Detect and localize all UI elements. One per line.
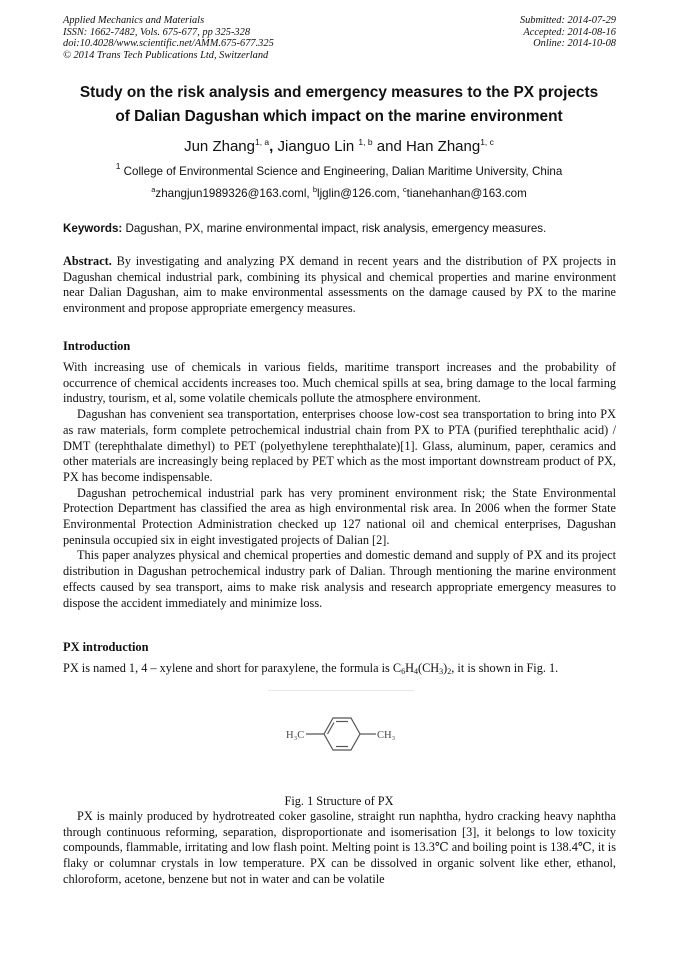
formula-sub-4: 2 bbox=[447, 667, 452, 676]
figure-border bbox=[268, 690, 414, 691]
abstract bbox=[63, 254, 616, 317]
author-3: and Han Zhang bbox=[376, 138, 481, 155]
submission-dates bbox=[520, 15, 616, 50]
journal-name: Applied Mechanics and Materials bbox=[63, 15, 205, 26]
email-b: ljglin@126.com, bbox=[317, 187, 403, 200]
online-date: Online: 2014-10-08 bbox=[533, 38, 616, 49]
keywords-text: Dagushan, PX, marine environmental impact, risk analysis, emergency measures. bbox=[122, 222, 547, 235]
figure-caption: Fig. 1 Structure of PX bbox=[284, 794, 394, 808]
author-3-affil: 1, c bbox=[480, 137, 494, 147]
title-line-1: Study on the risk analysis and emergency measures to the PX projects bbox=[79, 84, 599, 101]
journal-copyright: © 2014 Trans Tech Publications Ltd, Switzerland bbox=[63, 49, 269, 61]
formula-close: ) bbox=[443, 661, 448, 675]
formula-sub-3: 3 bbox=[439, 667, 444, 676]
intro-paragraph-3: Dagushan petrochemical industrial park has very prominent environment risk; the State Environmental Protection Department has classified the area as high environmental risk area. In 2006 when the former State Environmental Protection Administration checked up 127 national oil and chemical enterprises, Dagushan peninsula occupied six in eight investigated projects of Dalian [2]. bbox=[63, 485, 616, 547]
formula-h: H bbox=[405, 661, 414, 675]
affiliation-number: 1 bbox=[115, 161, 121, 171]
formula-sub-1: 6 bbox=[401, 667, 406, 676]
benzene-ring bbox=[324, 718, 360, 750]
px-structure-figure bbox=[268, 690, 414, 782]
px-formula-sentence bbox=[63, 661, 616, 677]
author-emails bbox=[40, 186, 638, 201]
introduction-body bbox=[63, 360, 616, 611]
affiliation bbox=[40, 161, 638, 179]
formula-sub-2: 4 bbox=[413, 667, 418, 676]
email-a: zhangjun1989326@163.coml, bbox=[155, 187, 313, 200]
affiliation-text: College of Environmental Science and Engineering, Dalian Maritime University, China bbox=[123, 165, 563, 178]
intro-paragraph-2: Dagushan has convenient sea transportation, enterprises choose low-cost sea transportation to bring into PX as raw materials, form complete petrochemical industrial chain from PX to PTA (purified terephthalic acid) / DMT (terephthalate dimethyl) to PET (polyethylene terephthalate)[1]. Glass, aluminum, paper, ceramics and other materials are increasingly being replaced by PET which as the most important downstream product of PX, PX has become indispensable. bbox=[63, 407, 616, 484]
author-1: Jun Zhang bbox=[184, 138, 255, 155]
px-paragraph-2 bbox=[63, 809, 616, 888]
abstract-text: By investigating and analyzing PX demand in recent years and the distribution of PX projects in Dagushan chemical industrial park, combining its physical and chemical properties and marine environment near Dalian Dagushan, aim to make environmental assessments on the damage caused by PX to the marine environment and propose appropriate emergency measures. bbox=[63, 254, 616, 316]
px-sentence-end: , it is shown in Fig. 1. bbox=[451, 661, 559, 675]
px-properties-paragraph: PX is mainly produced by hydrotreated coker gasoline, straight run naphtha, hydro cracking heavy naphtha through continuous reforming, separation, disproportionate and isomerisation [3], it belongs to low toxicity compounds, flammable, irritating and low flash point. Melting point is 13.3℃ and boiling point is 138.4℃, it is flaky or columnar crystals in low temperature. PX can be dissolved in organic solvent like ether, ethanol, chloroform, acetone, benzene but not in water and can be volatile bbox=[63, 809, 616, 886]
abstract-label: Abstract. bbox=[63, 254, 112, 268]
keywords-label: Keywords: bbox=[63, 222, 123, 235]
accepted-date: Accepted: 2014-08-16 bbox=[523, 26, 616, 38]
author-list: Jun Zhang$^{1, a}$, Jianguo Lin $^{1, b}$ and Han Zhang$^{1, c}$ bbox=[184, 137, 494, 155]
email-a-marker: a bbox=[151, 185, 156, 194]
intro-paragraph-1: With increasing use of chemicals in various fields, maritime transport increases and the probability of occurrence of chemical accidents increases too. Much chemical spills at sea, bring damage to the local farming industry, tourism, et al, some volatile chemicals pollute the atmosphere environment. bbox=[63, 360, 616, 406]
author-2-affil: 1, b bbox=[358, 137, 373, 147]
paper-title bbox=[40, 81, 638, 129]
journal-doi: doi:10.4028/www.scientific.net/AMM.675-677.325 bbox=[63, 38, 274, 49]
double-bond-left bbox=[328, 723, 335, 735]
px-sentence-start: PX is named 1, 4 – xylene and short for paraxylene, the formula is C bbox=[63, 661, 402, 675]
email-c: tianehanhan@163.com bbox=[406, 187, 527, 200]
title-line-2: of Dalian Dagushan which impact on the marine environment bbox=[115, 108, 563, 125]
intro-paragraph-4: This paper analyzes physical and chemical properties and domestic demand and supply of PX and its project distribution in Dagushan petrochemical industry park of Dalian. Through mentioning the marine environment effects caused by sea transport, aims to make risk analysis and research appropriate emergency measures to dispose the accident immediately and minimize loss. bbox=[63, 548, 616, 610]
px-structure-diagram bbox=[268, 690, 414, 782]
email-c-marker: c bbox=[402, 185, 407, 194]
methyl-left-label: H₃C bbox=[286, 730, 305, 741]
formula-ch: (CH bbox=[417, 661, 440, 675]
section-heading-introduction: Introduction bbox=[63, 339, 131, 353]
methyl-right-label: CH₃ bbox=[377, 730, 396, 741]
email-b-marker: b bbox=[312, 185, 318, 194]
author-2: Jianguo Lin bbox=[277, 138, 359, 155]
section-heading-px-introduction: PX introduction bbox=[63, 640, 149, 654]
journal-issn: ISSN: 1662-7482, Vols. 675-677, pp 325-328 bbox=[63, 26, 251, 38]
keywords bbox=[63, 221, 616, 236]
journal-info bbox=[63, 15, 274, 61]
submitted-date: Submitted: 2014-07-29 bbox=[519, 15, 616, 26]
author-1-affil: 1, a bbox=[254, 137, 270, 147]
